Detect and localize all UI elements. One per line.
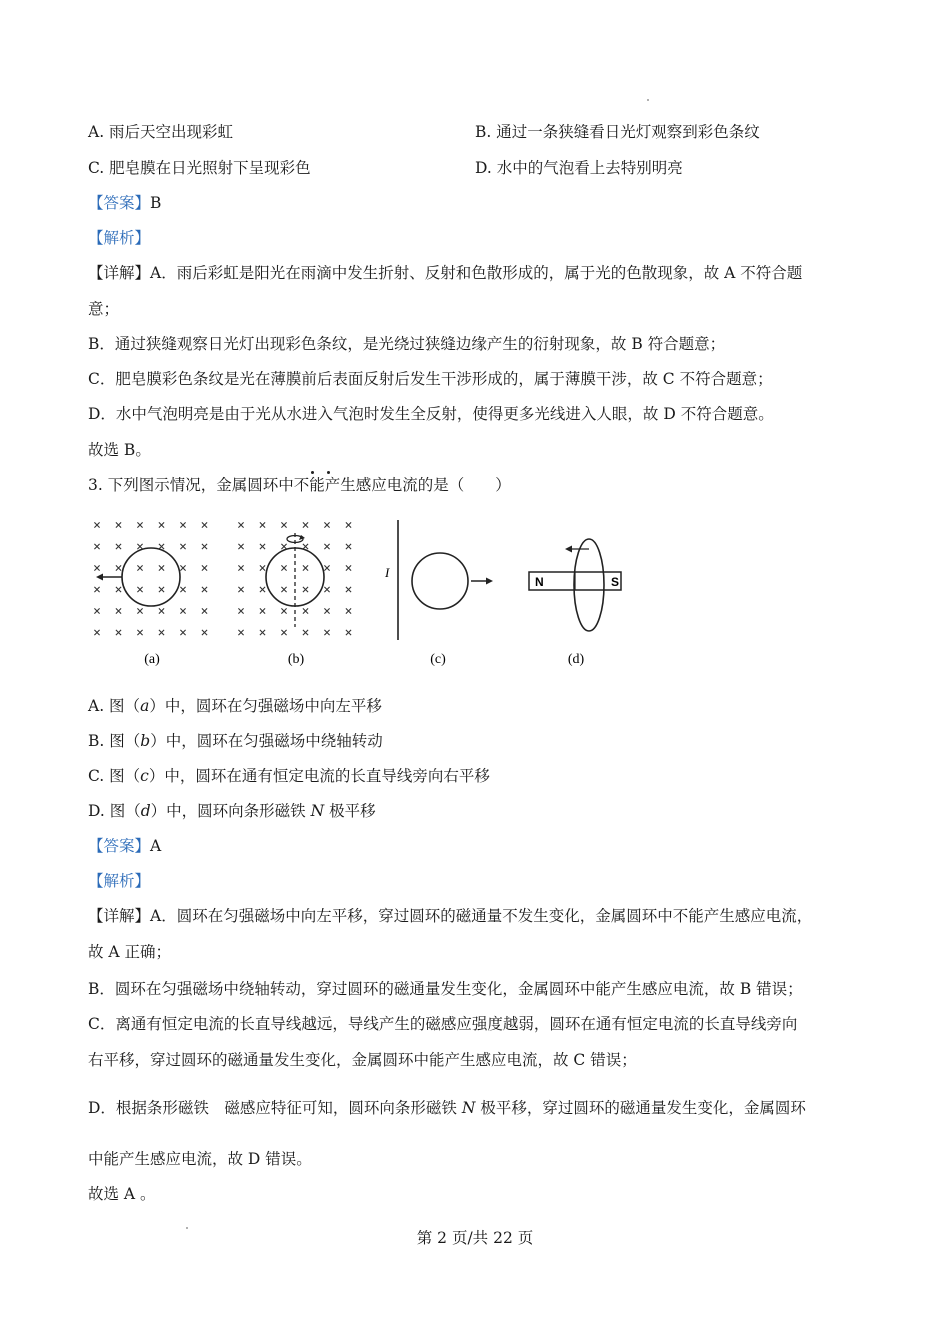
field-cross [159,630,164,635]
q3-detail-line-4 [88,1098,806,1118]
field-cross [238,522,243,527]
answer-line [88,193,161,213]
answer-tag: 【答案】 [88,837,151,855]
option-text: ）中，圆环向条形磁铁 [150,802,311,820]
emphasis-dot [327,471,330,474]
field-cross [94,544,99,549]
figure-a [94,522,207,667]
ring [122,548,180,606]
field-cross [281,565,286,570]
q3-option-c [88,766,490,786]
field-cross [346,522,351,527]
field-cross [346,608,351,613]
field-cross [180,544,185,549]
field-cross [324,630,329,635]
field-cross [238,544,243,549]
field-cross [260,587,265,592]
field-cross [260,608,265,613]
field-cross [94,608,99,613]
field-cross [238,630,243,635]
field-cross [281,630,286,635]
field-cross [238,587,243,592]
field-cross [159,522,164,527]
q3-detail-line-3: C．离通有恒定电流的长直导线越远，导线产生的磁感应强度越弱，圆环在通有恒定电流的长直导线旁向 [88,1015,798,1033]
field-cross [116,587,121,592]
field-cross [137,608,142,613]
field-cross [324,565,329,570]
option-text: ）中，圆环在通有恒定电流的长直导线旁向右平移 [148,767,490,785]
option-var: c [140,767,149,785]
field-cross [260,522,265,527]
field-cross [303,522,308,527]
field-cross [238,565,243,570]
detail-text: 极平移，穿过圆环的磁通量发生变化，金属圆环 [475,1099,806,1117]
figure-d [529,539,621,667]
field-cross [260,565,265,570]
q3-detail-line-3-cont: 右平移，穿过圆环的磁通量发生变化，金属圆环中能产生感应电流，故 C 错误； [88,1051,637,1069]
field-cross [116,630,121,635]
figure-strip [86,515,646,675]
field-cross [159,565,164,570]
option-var: a [140,697,150,715]
q3-answer-line [88,836,161,856]
field-cross [238,608,243,613]
option-var: N [310,802,325,820]
field-cross [94,565,99,570]
field-cross [137,565,142,570]
detail-text: A．圆环在匀强磁场中向左平移，穿过圆环的磁通量不发生变化，金属圆环中不能产生感应电流， [150,907,813,925]
emphasis-dot [311,471,314,474]
detail-line-1 [88,263,802,283]
field-cross [303,608,308,613]
q3-detail-line-1-cont: 故 A 正确； [88,943,172,961]
field-cross [116,522,121,527]
field-cross [202,587,207,592]
q3-analysis-tag: 【解析】 [88,872,151,890]
field-cross [324,608,329,613]
option-b: B. 通过一条狭缝看日光灯观察到彩色条纹 [475,123,760,141]
field-cross [94,522,99,527]
field-cross [260,544,265,549]
figure-label-c: (c) [430,652,446,667]
arrow-head-icon [486,578,493,585]
figure-c [384,520,493,667]
arrow-head-icon [565,546,572,553]
field-cross [303,587,308,592]
field-cross [94,587,99,592]
option-text: ）中，圆环在匀强磁场中向左平移 [149,697,382,715]
option-text: 极平移 [324,802,376,820]
detail-tag: 【详解】 [88,264,151,282]
q3-option-b [88,731,383,751]
field-cross [303,544,308,549]
field-cross [324,544,329,549]
field-cross [180,565,185,570]
question-stem: 3. 下列图示情况，金属圆环中不能产生感应电流的是（ ） [88,476,511,494]
field-cross [260,630,265,635]
option-text: C. 图（ [88,767,141,785]
field-cross [202,522,207,527]
option-text: B. 图（ [88,732,141,750]
option-text: D. 图（ [88,802,141,820]
field-cross [116,608,121,613]
page-footer: 第 2 页/共 22 页 [416,1229,534,1247]
detail-line-2: B．通过狭缝观察日光灯出现彩色条纹，是光绕过狭缝边缘产生的衍射现象，故 B 符合题意； [88,335,726,353]
detail-line-4: D．水中气泡明亮是由于光从水进入气泡时发生全反射，使得更多光线进入人眼，故 D 不符合题意。 [88,405,774,423]
field-cross [180,522,185,527]
field-cross [202,565,207,570]
south-pole-label: S [611,575,620,589]
field-cross [159,587,164,592]
option-a: A. 雨后天空出现彩虹 [88,123,234,141]
option-c: C. 肥皂膜在日光照射下呈现彩色 [88,159,311,177]
option-d: D. 水中的气泡看上去特别明亮 [475,159,683,177]
option-var: d [140,802,151,820]
field-cross [137,587,142,592]
detail-text: A．雨后彩虹是阳光在雨滴中发生折射、反射和色散形成的，属于光的色散现象，故 A 不符合题 [150,264,803,282]
option-text: ）中，圆环在匀强磁场中绕轴转动 [150,732,383,750]
field-cross [324,587,329,592]
field-cross [281,522,286,527]
figure-b [238,522,351,667]
field-cross [303,630,308,635]
field-cross [346,630,351,635]
field-cross [346,587,351,592]
field-cross [137,544,142,549]
field-cross [180,587,185,592]
field-cross [202,544,207,549]
conclusion: 故选 B。 [88,441,151,459]
option-text: A. 图（ [88,697,141,715]
answer-tag: 【答案】 [88,194,151,212]
answer-value: A [150,837,162,855]
q3-detail-line-1 [88,906,812,926]
ring [412,553,468,609]
field-cross [116,544,121,549]
option-var: b [140,732,151,750]
q3-detail-line-2: B．圆环在匀强磁场中绕轴转动，穿过圆环的磁通量发生变化，金属圆环中能产生感应电流，故 B 错误； [88,980,803,998]
arrow-head-icon [96,574,103,581]
figure-label-d: (d) [567,652,585,667]
q3-option-d [88,801,376,821]
current-label: I [385,565,390,580]
field-cross [180,608,185,613]
detail-line-1-cont: 意； [88,300,120,318]
answer-value: B [150,194,162,212]
analysis-tag: 【解析】 [88,229,151,247]
figure-label-a: (a) [144,652,160,667]
field-cross [202,630,207,635]
detail-text: D．根据条形磁铁 磁感应特征可知，圆环向条形磁铁 [88,1099,462,1117]
scan-speck [647,99,649,101]
field-cross [159,608,164,613]
q3-option-a [88,696,382,716]
field-cross [159,544,164,549]
field-cross [202,608,207,613]
field-cross [281,544,286,549]
field-cross [281,608,286,613]
field-cross [94,630,99,635]
q3-detail-line-4-cont: 中能产生感应电流，故 D 错误。 [88,1150,312,1168]
field-cross [116,565,121,570]
field-cross [281,587,286,592]
detail-line-3: C．肥皂膜彩色条纹是光在薄膜前后表面反射后发生干涉形成的，属于薄膜干涉，故 C 不符合题意； [88,370,773,388]
detail-tag: 【详解】 [88,907,151,925]
field-cross [137,522,142,527]
north-pole-label: N [535,575,544,589]
field-cross [324,522,329,527]
field-cross [137,630,142,635]
magnetic-field-crosses [94,522,207,635]
field-cross [346,565,351,570]
figure-label-b: (b) [287,652,305,667]
q3-conclusion: 故选 A 。 [88,1185,156,1203]
field-cross [303,565,308,570]
detail-var: N [461,1099,476,1117]
field-cross [346,544,351,549]
field-cross [180,630,185,635]
